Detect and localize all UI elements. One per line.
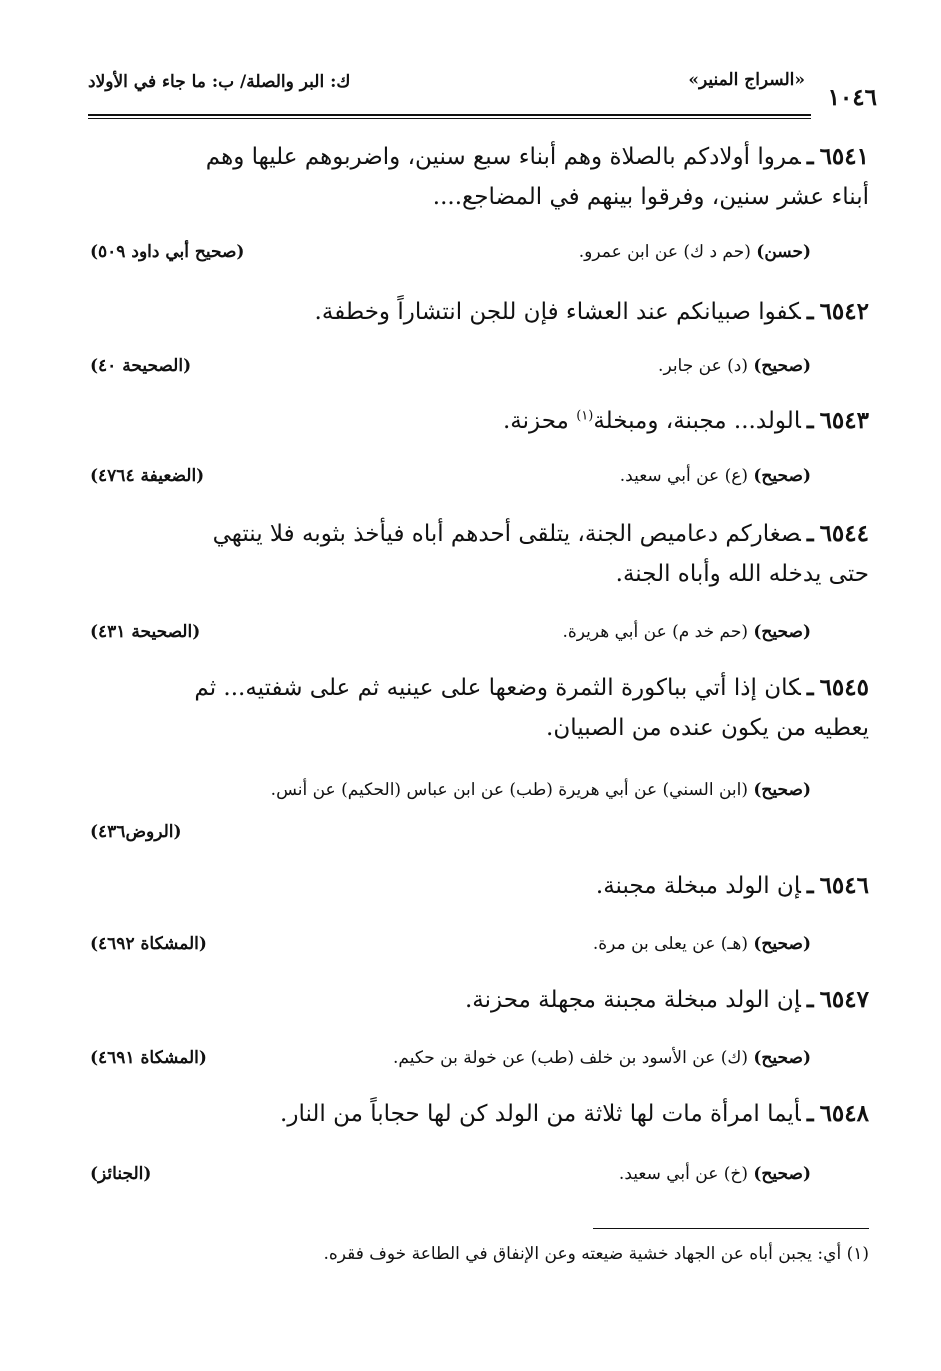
hadith-6541: ٦٥٤١ـمروا أولادكم بالصلاة وهم أبناء سبع سنين، واضربوهم عليها وهم أبناء عشر سنين، وفرقوا بينهم في المضاجع.... — [205, 143, 869, 210]
hadith-source — [90, 242, 811, 270]
hadith-text: إن الولد مبخلة مجبنة مجهلة محزنة. — [464, 987, 801, 1013]
hadith-grade: (حسن) — [756, 242, 811, 262]
hadith-number: ٦٥٤٧ — [819, 986, 869, 1013]
hadith-text: صغاركم دعاميص الجنة، يتلقى أحدهم أباه فيأخذ بثوبه فلا ينتهي — [212, 521, 801, 547]
footnote: (١) أي: يجبن أباه عن الجهاد خشية ضيعته وعن الإنفاق في الطاعة خوف فقره. — [323, 1244, 869, 1264]
hadith-narrators: (حم خد م) عن أبي هريرة. — [562, 622, 748, 642]
hadith-narrators: (د) عن جابر. — [658, 356, 748, 376]
hadith-source — [90, 934, 811, 962]
hadith-text: أبناء عشر سنين، وفرقوا بينهم في المضاجع.... — [432, 184, 869, 210]
hadith-text-end: محزنة. — [502, 408, 577, 434]
hadith-reference: (الروض٤٣٦) — [90, 822, 182, 842]
hadith-grade: (صحيح) — [753, 356, 811, 376]
hadith-number: ٦٥٤٥ — [819, 674, 869, 701]
hadith-number: ٦٥٤١ — [819, 143, 869, 170]
hadith-narrators: (حم د ك) عن ابن عمرو. — [578, 242, 751, 262]
hadith-reference: (الضعيفة ٤٧٦٤) — [90, 466, 205, 486]
chapter-heading: ك: البر والصلة/ ب: ما جاء في الأولاد — [88, 72, 351, 92]
hadith-narrators: (خ) عن أبي سعيد. — [618, 1164, 748, 1184]
page-header — [88, 66, 877, 110]
hadith-reference: (الجنائز) — [90, 1164, 152, 1184]
page-number: ١٠٤٦ — [827, 84, 877, 111]
hadith-narrators: (هـ) عن يعلى بن مرة. — [592, 934, 748, 954]
hadith-reference: (الصحيحة ٤٣١) — [90, 622, 201, 642]
footnote-marker: (١) — [576, 408, 594, 424]
hadith-grade: (صحيح) — [753, 934, 811, 954]
hadith-number: ٦٥٤٤ — [819, 520, 869, 547]
hadith-6546: ٦٥٤٦ـإن الولد مبخلة مجبنة. — [595, 872, 869, 899]
footnote-rule — [593, 1228, 869, 1229]
hadith-grade: (صحيح) — [753, 1048, 811, 1068]
hadith-6542: ٦٥٤٢ـكفوا صبيانكم عند العشاء فإن للجن انتشاراً وخطفة. — [314, 298, 869, 325]
hadith-number: ٦٥٤٢ — [819, 298, 869, 325]
hadith-6547: ٦٥٤٧ـإن الولد مبخلة مجبنة مجهلة محزنة. — [464, 986, 869, 1013]
header-rule — [88, 114, 811, 116]
hadith-text: يعطيه من يكون عنده من الصبيان. — [546, 715, 869, 741]
hadith-text: حتى يدخله الله وأباه الجنة. — [615, 561, 869, 587]
hadith-reference: (المشكاة ٤٦٩٢) — [90, 934, 207, 954]
hadith-6545: ٦٥٤٥ـكان إذا أتي بباكورة الثمرة وضعها على عينيه ثم على شفتيه... ثم يعطيه من يكون عنده من الصبيان. — [194, 674, 869, 741]
hadith-grade: (صحيح) — [753, 466, 811, 486]
hadith-grade: (صحيح) — [753, 780, 811, 800]
hadith-source — [90, 1164, 811, 1192]
hadith-reference: (صحيح أبي داود ٥٠٩) — [90, 242, 245, 262]
hadith-6543: ٦٥٤٣ـالولد... مجبنة، ومبخلة$^{(١)}$ محزنة. — [502, 407, 869, 434]
hadith-text: كفوا صبيانكم عند العشاء فإن للجن انتشاراً وخطفة. — [314, 299, 801, 325]
hadith-source — [90, 780, 811, 808]
hadith-6544: ٦٥٤٤ـصغاركم دعاميص الجنة، يتلقى أحدهم أباه فيأخذ بثوبه فلا ينتهي حتى يدخله الله وأباه الجنة. — [212, 520, 869, 587]
hadith-text: مروا أولادكم بالصلاة وهم أبناء سبع سنين، واضربوهم عليها وهم — [205, 144, 801, 170]
header-rule-thin — [88, 118, 811, 119]
hadith-source — [90, 1048, 811, 1076]
hadith-source — [90, 622, 811, 650]
hadith-narrators: (ابن السني) عن أبي هريرة (طب) عن ابن عباس (الحكيم) عن أنس. — [270, 780, 748, 800]
hadith-source — [90, 356, 811, 384]
hadith-grade: (صحيح) — [753, 1164, 811, 1184]
hadith-number: ٦٥٤٦ — [819, 872, 869, 899]
hadith-number: ٦٥٤٨ — [819, 1100, 869, 1127]
hadith-text: أيما امرأة مات لها ثلاثة من الولد كن لها حجاباً من النار. — [280, 1101, 801, 1127]
hadith-text: كان إذا أتي بباكورة الثمرة وضعها على عينيه ثم على شفتيه... ثم — [194, 675, 801, 701]
hadith-text: الولد... مجبنة، ومبخلة — [593, 408, 801, 434]
hadith-narrators: (ع) عن أبي سعيد. — [619, 466, 748, 486]
hadith-reference: (الصحيحة ٤٠) — [90, 356, 192, 376]
hadith-6548: ٦٥٤٨ـأيما امرأة مات لها ثلاثة من الولد كن لها حجاباً من النار. — [280, 1100, 869, 1127]
hadith-text: إن الولد مبخلة مجبنة. — [595, 873, 801, 899]
book-title: «السراج المنير» — [688, 70, 805, 90]
hadith-grade: (صحيح) — [753, 622, 811, 642]
hadith-narrators: (ك) عن الأسود بن خلف (طب) عن خولة بن حكيم. — [392, 1048, 748, 1068]
hadith-source — [90, 466, 811, 494]
hadith-number: ٦٥٤٣ — [819, 407, 869, 434]
hadith-reference: (المشكاة ٤٦٩١) — [90, 1048, 207, 1068]
